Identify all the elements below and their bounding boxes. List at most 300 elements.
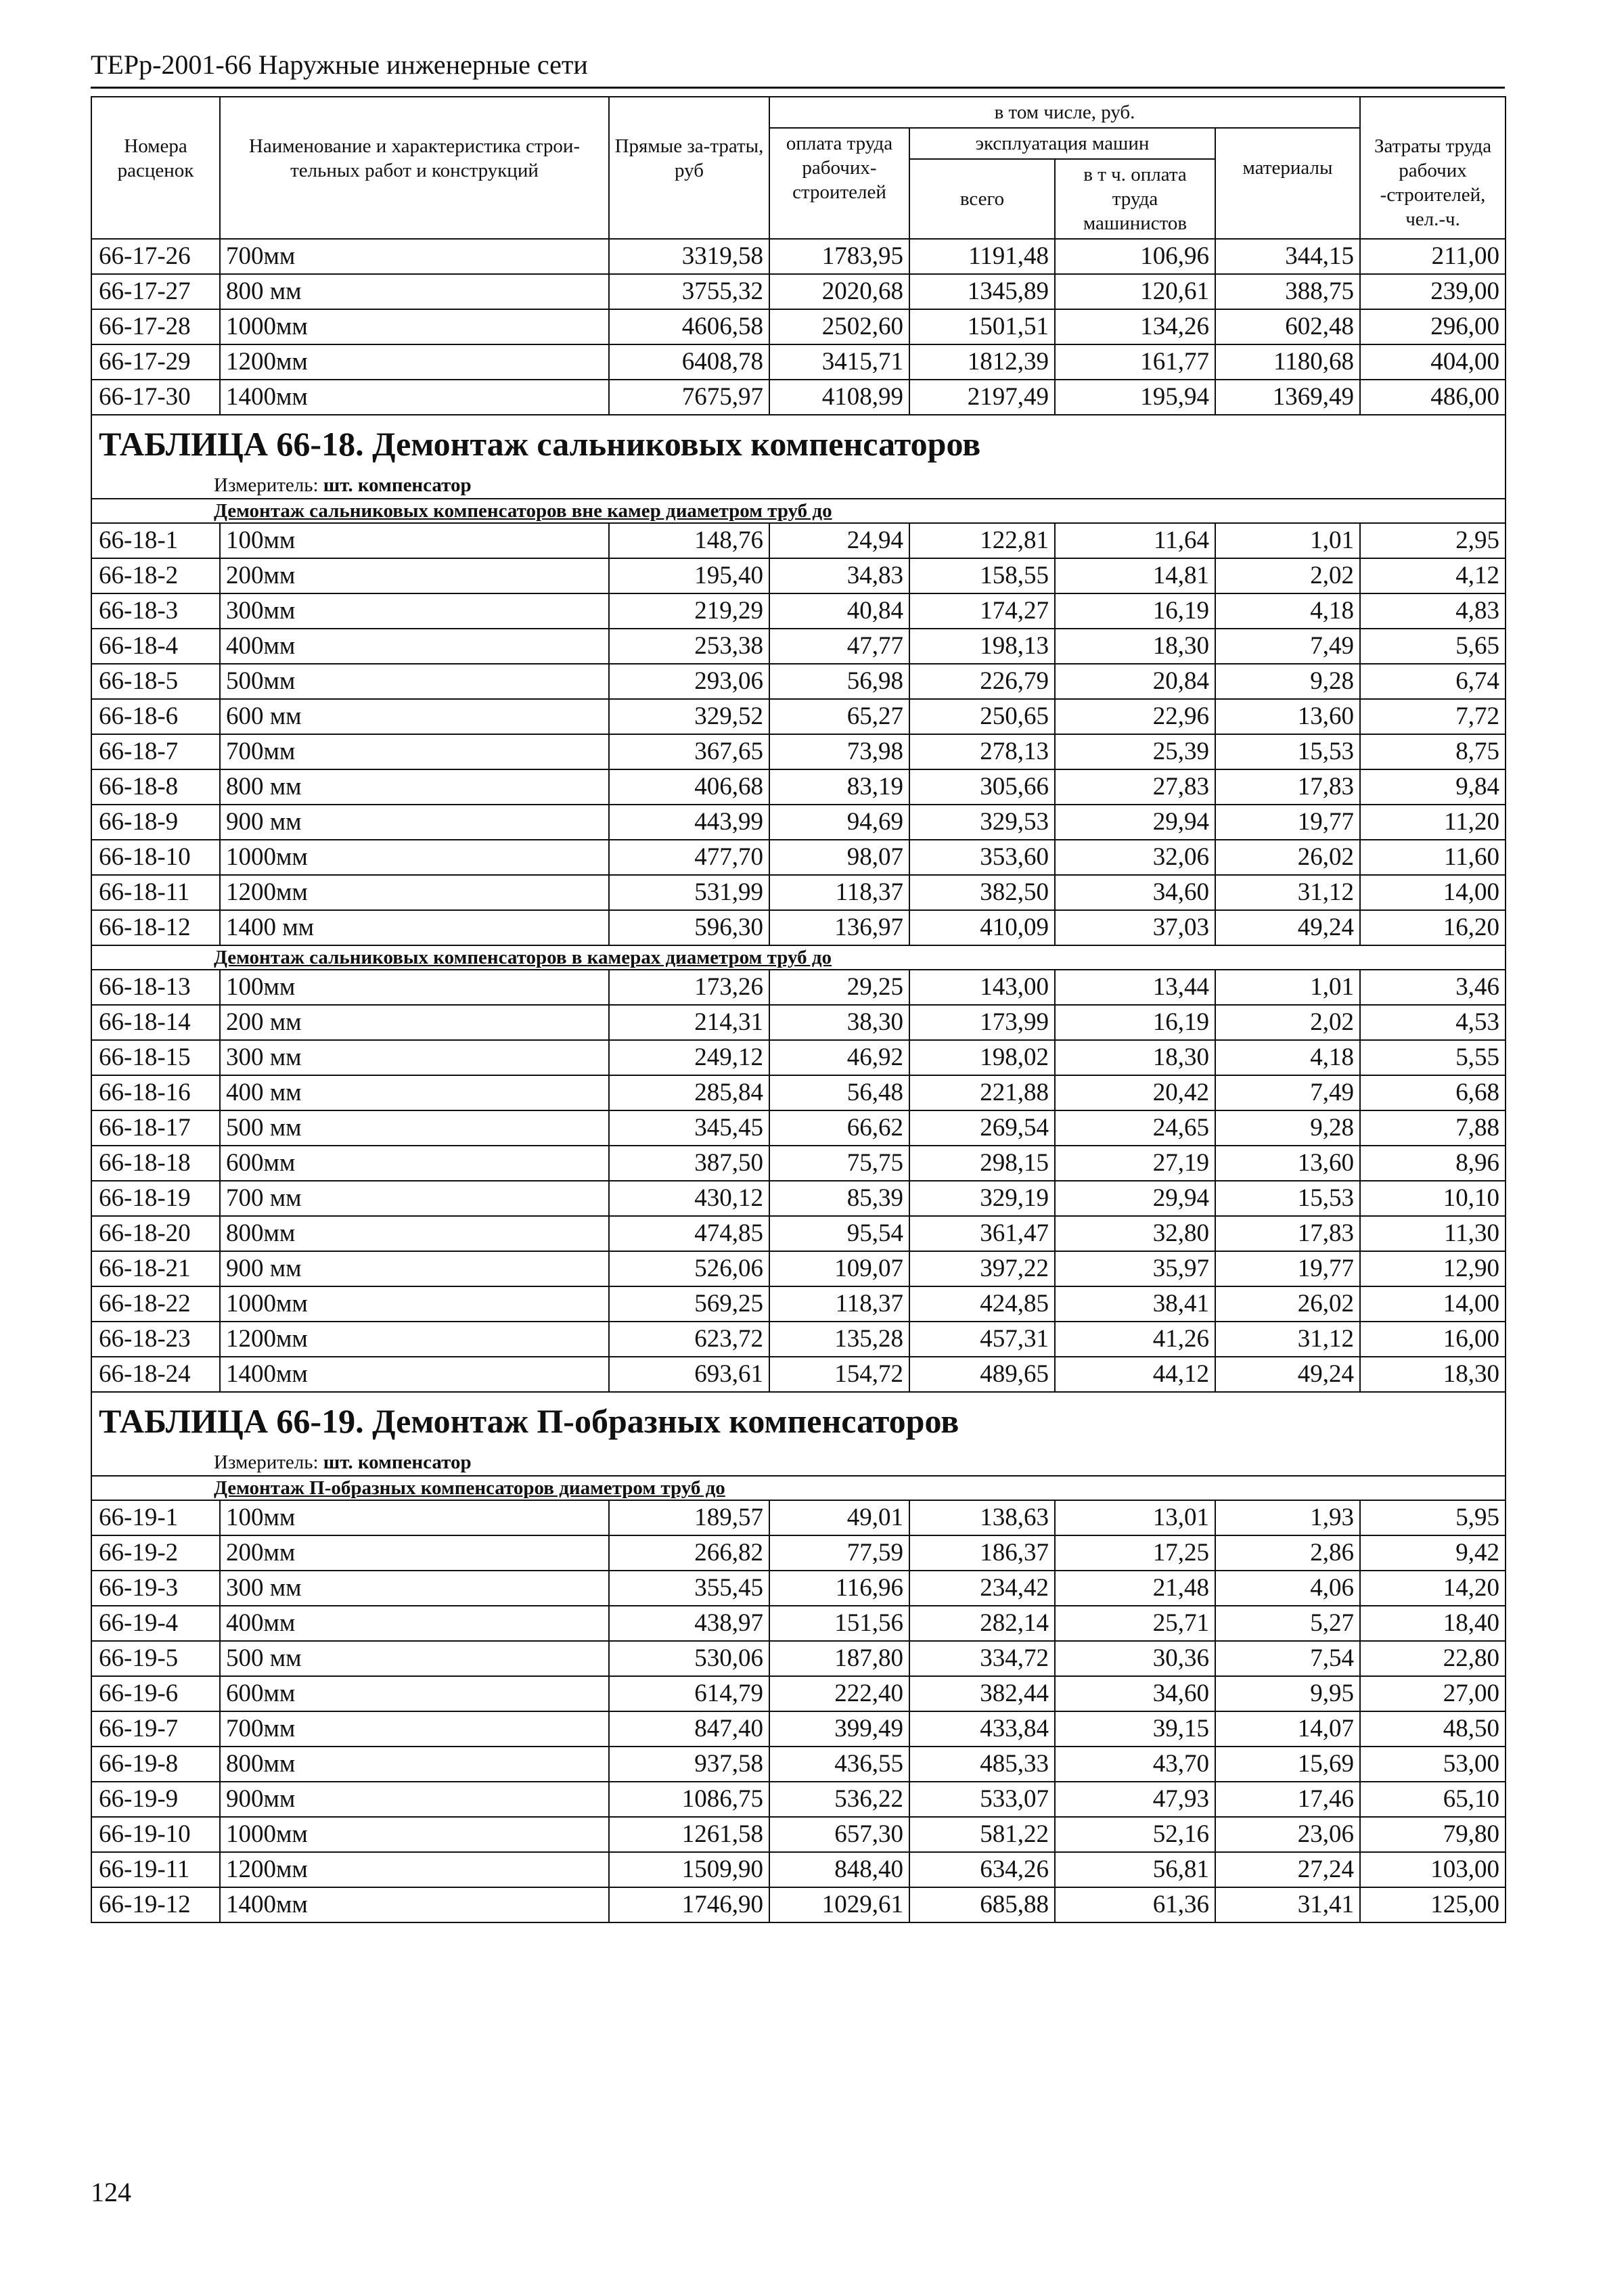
col-header-machines-wages: в т ч. оплата труда машинистов [1055,159,1215,239]
cell-materials: 49,24 [1215,910,1360,945]
cell-materials: 31,12 [1215,875,1360,910]
cell-code: 66-18-13 [91,970,220,1005]
table-row [91,1075,1506,1110]
cell-mach-wages: 29,94 [1055,1181,1215,1216]
cell-mach-wages: 24,65 [1055,1110,1215,1146]
table-row [91,1146,1506,1181]
cell-mach-wages: 120,61 [1055,274,1215,309]
cell-code: 66-19-8 [91,1747,220,1782]
cell-wages: 83,19 [769,769,909,805]
table-row [91,1852,1506,1887]
cell-materials: 2,86 [1215,1535,1360,1571]
cell-labor: 125,00 [1360,1887,1506,1922]
cell-mach: 634,26 [909,1852,1055,1887]
cell-name: 300мм [220,593,609,629]
cell-name: 800мм [220,1747,609,1782]
cell-mach: 397,22 [909,1251,1055,1286]
cell-code: 66-19-1 [91,1500,220,1535]
cell-materials: 7,49 [1215,629,1360,664]
table-row [91,1676,1506,1711]
cell-wages: 38,30 [769,1005,909,1040]
cell-name: 800 мм [220,769,609,805]
cell-code: 66-19-11 [91,1852,220,1887]
cell-name: 900мм [220,1782,609,1817]
cell-wages: 77,59 [769,1535,909,1571]
cell-direct: 614,79 [609,1676,769,1711]
cell-mach-wages: 13,01 [1055,1500,1215,1535]
cell-labor: 8,96 [1360,1146,1506,1181]
cell-mach-wages: 18,30 [1055,1040,1215,1075]
cell-labor: 12,90 [1360,1251,1506,1286]
unit-label: Измеритель: [214,474,319,496]
table-row [91,1216,1506,1251]
cell-direct: 214,31 [609,1005,769,1040]
table-row [91,734,1506,769]
table-row [91,1606,1506,1641]
cell-direct: 531,99 [609,875,769,910]
cell-mach-wages: 30,36 [1055,1641,1215,1676]
cell-direct: 355,45 [609,1571,769,1606]
cell-mach-wages: 16,19 [1055,1005,1215,1040]
cell-labor: 48,50 [1360,1711,1506,1747]
cell-direct: 526,06 [609,1251,769,1286]
cell-code: 66-19-12 [91,1887,220,1922]
cell-mach-wages: 35,97 [1055,1251,1215,1286]
cell-mach-wages: 17,25 [1055,1535,1215,1571]
cell-direct: 1509,90 [609,1852,769,1887]
cell-labor: 65,10 [1360,1782,1506,1817]
cell-direct: 173,26 [609,970,769,1005]
cell-mach-wages: 25,39 [1055,734,1215,769]
cell-code: 66-18-22 [91,1286,220,1322]
cell-wages: 118,37 [769,1286,909,1322]
table-66-19-rows [91,1500,1506,1922]
table-row [91,1251,1506,1286]
cell-name: 800мм [220,1216,609,1251]
cell-wages: 66,62 [769,1110,909,1146]
cell-materials: 26,02 [1215,840,1360,875]
cell-materials: 23,06 [1215,1817,1360,1852]
cell-labor: 7,88 [1360,1110,1506,1146]
cell-name: 700мм [220,734,609,769]
cell-mach-wages: 43,70 [1055,1747,1215,1782]
cell-mach-wages: 25,71 [1055,1606,1215,1641]
table-66-19-section-1: Демонтаж П-образных компенсаторов диаметром труб до [91,1476,1506,1500]
cell-code: 66-18-19 [91,1181,220,1216]
cell-code: 66-18-6 [91,699,220,734]
cell-direct: 195,40 [609,558,769,593]
cell-mach: 489,65 [909,1357,1055,1392]
cell-labor: 11,20 [1360,805,1506,840]
cell-labor: 4,83 [1360,593,1506,629]
cell-materials: 9,28 [1215,1110,1360,1146]
cell-code: 66-17-29 [91,344,220,380]
cell-materials: 19,77 [1215,1251,1360,1286]
cell-materials: 4,18 [1215,1040,1360,1075]
cell-labor: 14,20 [1360,1571,1506,1606]
cell-labor: 11,60 [1360,840,1506,875]
cell-mach-wages: 34,60 [1055,875,1215,910]
cell-code: 66-18-5 [91,664,220,699]
cell-direct: 253,38 [609,629,769,664]
cell-name: 500 мм [220,1110,609,1146]
cell-name: 300 мм [220,1040,609,1075]
cell-wages: 3415,71 [769,344,909,380]
cell-mach: 278,13 [909,734,1055,769]
cell-direct: 367,65 [609,734,769,769]
cell-labor: 4,12 [1360,558,1506,593]
cell-materials: 4,18 [1215,593,1360,629]
col-header-materials: материалы [1215,128,1360,239]
cell-code: 66-18-15 [91,1040,220,1075]
cell-wages: 436,55 [769,1747,909,1782]
cell-wages: 40,84 [769,593,909,629]
cell-wages: 109,07 [769,1251,909,1286]
cell-materials: 9,28 [1215,664,1360,699]
cell-direct: 189,57 [609,1500,769,1535]
cell-mach-wages: 161,77 [1055,344,1215,380]
cell-direct: 6408,78 [609,344,769,380]
table-row [91,1110,1506,1146]
unit-label: Измеритель: [214,1451,319,1473]
table-row [91,805,1506,840]
cell-mach-wages: 39,15 [1055,1711,1215,1747]
cell-mach-wages: 34,60 [1055,1676,1215,1711]
cell-name: 1000мм [220,840,609,875]
cell-name: 1400 мм [220,910,609,945]
cell-mach-wages: 41,26 [1055,1322,1215,1357]
cell-name: 600мм [220,1676,609,1711]
cell-labor: 14,00 [1360,1286,1506,1322]
cell-direct: 569,25 [609,1286,769,1322]
cell-mach-wages: 106,96 [1055,239,1215,274]
cell-labor: 2,95 [1360,523,1506,558]
cell-code: 66-18-17 [91,1110,220,1146]
cell-wages: 657,30 [769,1817,909,1852]
cell-wages: 116,96 [769,1571,909,1606]
cell-mach: 173,99 [909,1005,1055,1040]
cell-mach-wages: 11,64 [1055,523,1215,558]
cell-materials: 1,01 [1215,970,1360,1005]
cell-materials: 17,46 [1215,1782,1360,1817]
cell-mach-wages: 20,42 [1055,1075,1215,1110]
table-row [91,1040,1506,1075]
table-row [91,1887,1506,1922]
table-row [91,1747,1506,1782]
cell-wages: 29,25 [769,970,909,1005]
col-header-machines: эксплуатация машин [909,128,1215,159]
cell-wages: 75,75 [769,1146,909,1181]
cell-wages: 65,27 [769,699,909,734]
cell-labor: 4,53 [1360,1005,1506,1040]
cell-mach: 329,53 [909,805,1055,840]
cell-materials: 15,69 [1215,1747,1360,1782]
cell-name: 100мм [220,523,609,558]
cell-wages: 56,48 [769,1075,909,1110]
table-header [91,97,1506,239]
cell-direct: 1086,75 [609,1782,769,1817]
cell-wages: 46,92 [769,1040,909,1075]
cell-code: 66-17-26 [91,239,220,274]
cell-labor: 3,46 [1360,970,1506,1005]
cell-labor: 239,00 [1360,274,1506,309]
cell-name: 700мм [220,239,609,274]
cell-materials: 19,77 [1215,805,1360,840]
cell-labor: 10,10 [1360,1181,1506,1216]
cell-wages: 24,94 [769,523,909,558]
cell-name: 200мм [220,1535,609,1571]
table-row [91,239,1506,274]
table-66-18-unit [91,472,1506,499]
table-row [91,1322,1506,1357]
cell-name: 400мм [220,1606,609,1641]
cell-wages: 154,72 [769,1357,909,1392]
cell-mach: 485,33 [909,1747,1055,1782]
table-66-17-body [91,239,1506,415]
cell-mach-wages: 134,26 [1055,309,1215,344]
cell-mach: 353,60 [909,840,1055,875]
col-header-labor: Затраты труда рабочих -строителей, чел.-ч. [1360,97,1506,239]
table-66-18-title: ТАБЛИЦА 66-18. Демонтаж сальниковых компенсаторов [91,415,1506,472]
cell-wages: 1783,95 [769,239,909,274]
cell-materials: 388,75 [1215,274,1360,309]
cell-name: 700мм [220,1711,609,1747]
cell-wages: 2020,68 [769,274,909,309]
cell-labor: 8,75 [1360,734,1506,769]
cell-mach-wages: 56,81 [1055,1852,1215,1887]
cell-name: 900 мм [220,1251,609,1286]
cell-direct: 596,30 [609,910,769,945]
cell-materials: 31,41 [1215,1887,1360,1922]
cell-code: 66-18-20 [91,1216,220,1251]
cell-wages: 135,28 [769,1322,909,1357]
cell-mach: 186,37 [909,1535,1055,1571]
cell-mach: 198,02 [909,1040,1055,1075]
cell-name: 600 мм [220,699,609,734]
cell-code: 66-18-3 [91,593,220,629]
cell-mach: 122,81 [909,523,1055,558]
cell-wages: 2502,60 [769,309,909,344]
cell-direct: 1261,58 [609,1817,769,1852]
table-row [91,1571,1506,1606]
cell-name: 700 мм [220,1181,609,1216]
cell-wages: 47,77 [769,629,909,664]
cell-code: 66-18-21 [91,1251,220,1286]
cell-materials: 1,01 [1215,523,1360,558]
cell-mach: 457,31 [909,1322,1055,1357]
cell-labor: 9,42 [1360,1535,1506,1571]
cell-mach: 298,15 [909,1146,1055,1181]
cell-direct: 3755,32 [609,274,769,309]
cell-wages: 151,56 [769,1606,909,1641]
cell-mach: 1812,39 [909,344,1055,380]
table-row [91,1535,1506,1571]
cell-code: 66-19-2 [91,1535,220,1571]
cell-labor: 6,74 [1360,664,1506,699]
cell-direct: 148,76 [609,523,769,558]
cell-direct: 345,45 [609,1110,769,1146]
cell-wages: 1029,61 [769,1887,909,1922]
table-66-18-rows-2 [91,970,1506,1392]
cell-name: 900 мм [220,805,609,840]
cell-wages: 222,40 [769,1676,909,1711]
cell-direct: 438,97 [609,1606,769,1641]
cell-code: 66-17-27 [91,274,220,309]
table-row [91,1005,1506,1040]
cell-name: 100мм [220,970,609,1005]
cell-direct: 4606,58 [609,309,769,344]
table-row [91,1782,1506,1817]
cell-wages: 848,40 [769,1852,909,1887]
cell-labor: 103,00 [1360,1852,1506,1887]
cell-labor: 18,40 [1360,1606,1506,1641]
cell-code: 66-17-28 [91,309,220,344]
cell-direct: 623,72 [609,1322,769,1357]
cell-direct: 693,61 [609,1357,769,1392]
cell-mach: 198,13 [909,629,1055,664]
cell-wages: 34,83 [769,558,909,593]
table-66-18-body [91,415,1506,523]
cell-name: 400 мм [220,1075,609,1110]
cell-materials: 14,07 [1215,1711,1360,1747]
table-row [91,875,1506,910]
page-number: 124 [91,2177,131,2207]
cell-code: 66-18-10 [91,840,220,875]
cell-wages: 85,39 [769,1181,909,1216]
cell-labor: 486,00 [1360,380,1506,415]
table-row [91,380,1506,415]
cell-materials: 1,93 [1215,1500,1360,1535]
cell-labor: 27,00 [1360,1676,1506,1711]
cell-direct: 249,12 [609,1040,769,1075]
cell-mach: 329,19 [909,1181,1055,1216]
table-row [91,1500,1506,1535]
unit-value: шт. компенсатор [323,1451,472,1473]
page-header: ТЕРр-2001-66 Наружные инженерные сети [91,47,1505,89]
cell-labor: 296,00 [1360,309,1506,344]
cell-mach: 2197,49 [909,380,1055,415]
cell-mach: 1345,89 [909,274,1055,309]
cell-mach-wages: 32,06 [1055,840,1215,875]
cell-name: 1400мм [220,1357,609,1392]
cell-wages: 536,22 [769,1782,909,1817]
table-row [91,1817,1506,1852]
cell-materials: 2,02 [1215,558,1360,593]
cell-code: 66-18-24 [91,1357,220,1392]
cell-name: 600мм [220,1146,609,1181]
cell-wages: 95,54 [769,1216,909,1251]
cell-name: 500мм [220,664,609,699]
cell-wages: 4108,99 [769,380,909,415]
cell-mach: 143,00 [909,970,1055,1005]
cell-mach-wages: 22,96 [1055,699,1215,734]
cell-labor: 22,80 [1360,1641,1506,1676]
table-row [91,1181,1506,1216]
cell-direct: 430,12 [609,1181,769,1216]
cell-mach: 138,63 [909,1500,1055,1535]
cell-mach-wages: 18,30 [1055,629,1215,664]
table-row [91,840,1506,875]
price-table [91,96,1506,1923]
cell-labor: 7,72 [1360,699,1506,734]
col-header-including: в том числе, руб. [769,97,1360,128]
cell-labor: 5,55 [1360,1040,1506,1075]
cell-materials: 7,54 [1215,1641,1360,1676]
cell-direct: 847,40 [609,1711,769,1747]
table-66-18-rows-1 [91,523,1506,945]
cell-labor: 6,68 [1360,1075,1506,1110]
cell-direct: 3319,58 [609,239,769,274]
cell-name: 1400мм [220,1887,609,1922]
cell-mach-wages: 44,12 [1055,1357,1215,1392]
cell-labor: 5,95 [1360,1500,1506,1535]
cell-mach-wages: 37,03 [1055,910,1215,945]
cell-labor: 14,00 [1360,875,1506,910]
cell-name: 300 мм [220,1571,609,1606]
cell-labor: 404,00 [1360,344,1506,380]
cell-name: 500 мм [220,1641,609,1676]
cell-wages: 49,01 [769,1500,909,1535]
cell-direct: 285,84 [609,1075,769,1110]
col-header-machines-total: всего [909,159,1055,239]
cell-mach: 410,09 [909,910,1055,945]
table-row [91,274,1506,309]
cell-materials: 49,24 [1215,1357,1360,1392]
cell-name: 1200мм [220,1852,609,1887]
col-header-direct: Прямые за-траты, руб [609,97,769,239]
cell-direct: 443,99 [609,805,769,840]
cell-code: 66-18-12 [91,910,220,945]
cell-name: 200мм [220,558,609,593]
cell-direct: 329,52 [609,699,769,734]
cell-direct: 937,58 [609,1747,769,1782]
cell-materials: 2,02 [1215,1005,1360,1040]
cell-materials: 7,49 [1215,1075,1360,1110]
cell-materials: 13,60 [1215,699,1360,734]
cell-mach-wages: 27,19 [1055,1146,1215,1181]
cell-mach: 282,14 [909,1606,1055,1641]
cell-mach-wages: 47,93 [1055,1782,1215,1817]
cell-direct: 293,06 [609,664,769,699]
table-66-18-section-1: Демонтаж сальниковых компенсаторов вне камер диаметром труб до [91,499,1506,523]
cell-code: 66-19-7 [91,1711,220,1747]
cell-direct: 7675,97 [609,380,769,415]
cell-materials: 344,15 [1215,239,1360,274]
table-row [91,1641,1506,1676]
cell-name: 200 мм [220,1005,609,1040]
cell-code: 66-19-3 [91,1571,220,1606]
cell-materials: 15,53 [1215,1181,1360,1216]
table-row [91,664,1506,699]
cell-mach: 334,72 [909,1641,1055,1676]
cell-direct: 477,70 [609,840,769,875]
cell-wages: 94,69 [769,805,909,840]
cell-name: 400мм [220,629,609,664]
table-row [91,629,1506,664]
cell-direct: 406,68 [609,769,769,805]
table-row [91,1711,1506,1747]
table-row [91,344,1506,380]
cell-materials: 17,83 [1215,769,1360,805]
table-row [91,309,1506,344]
cell-mach: 269,54 [909,1110,1055,1146]
cell-direct: 219,29 [609,593,769,629]
cell-code: 66-18-18 [91,1146,220,1181]
cell-materials: 17,83 [1215,1216,1360,1251]
cell-mach-wages: 52,16 [1055,1817,1215,1852]
cell-name: 1400мм [220,380,609,415]
cell-mach: 221,88 [909,1075,1055,1110]
